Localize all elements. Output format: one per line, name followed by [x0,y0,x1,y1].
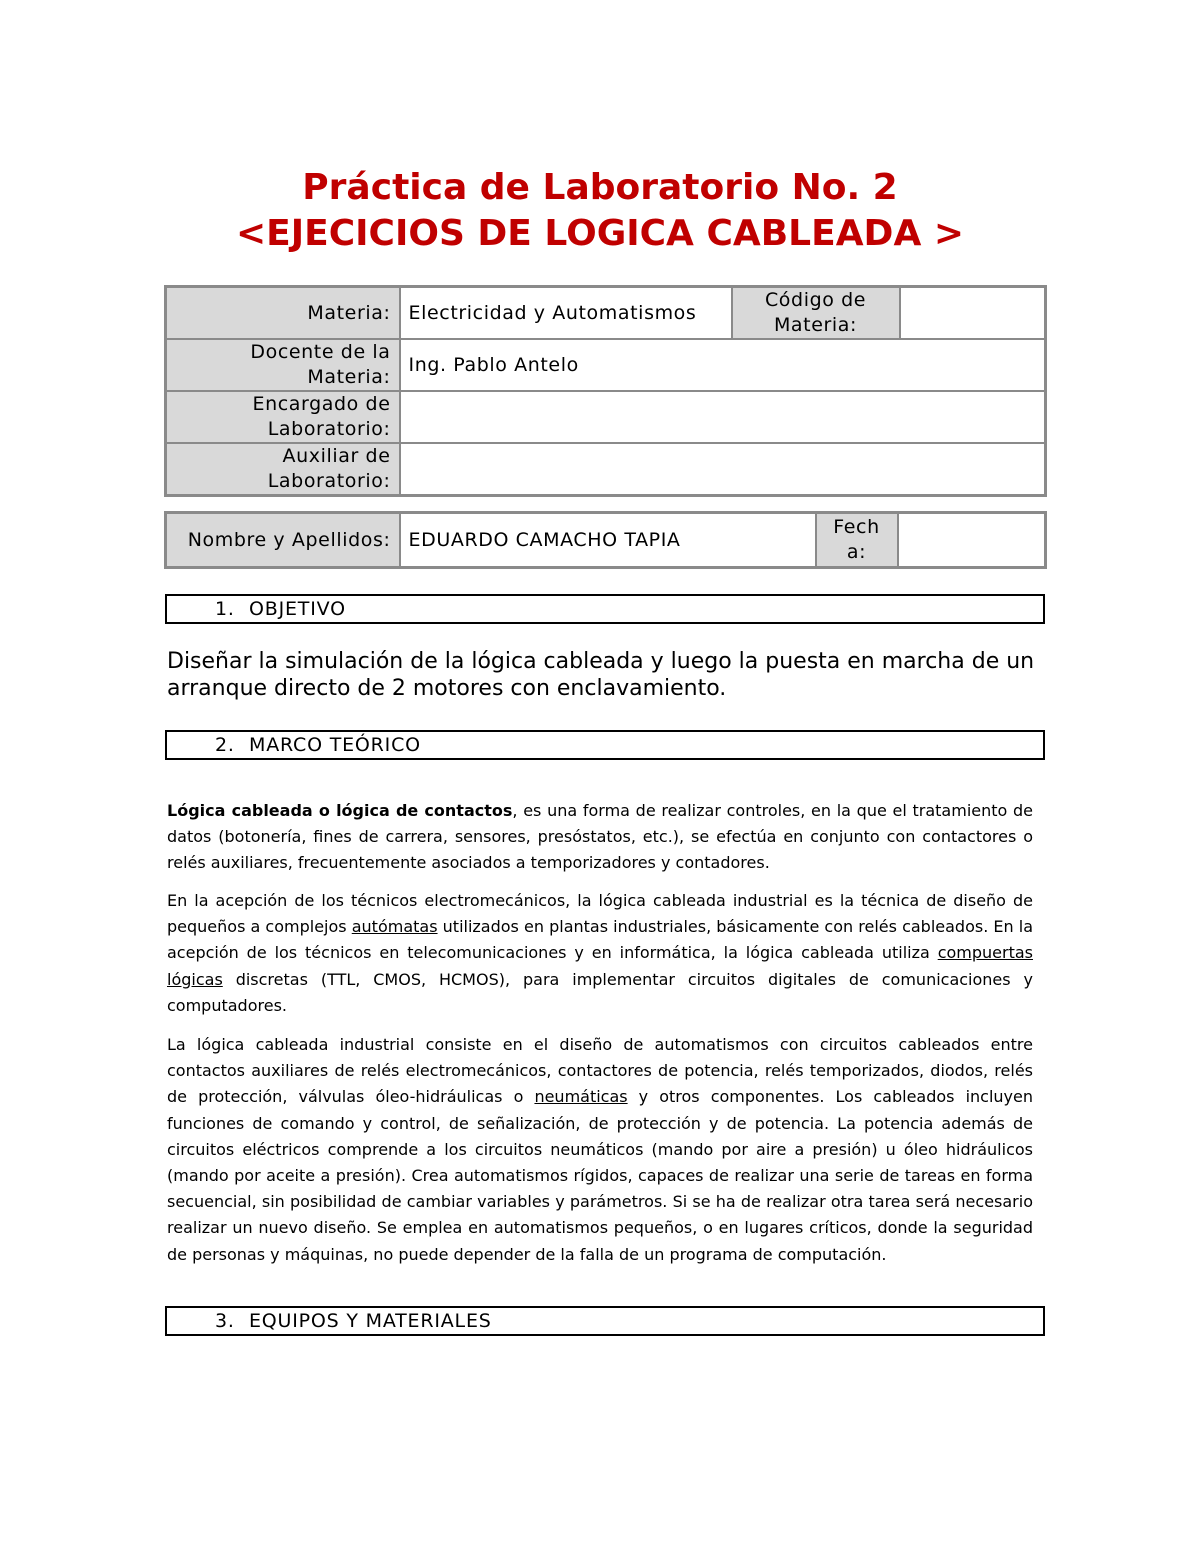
section-title: EQUIPOS Y MATERIALES [249,1310,492,1332]
auxiliar-label: Auxiliar de Laboratorio: [166,443,400,496]
paragraph-text: utilizados en plantas industriales, básicamente con relés cableados. En la acepción de los técnicos en telecomunicaciones y en informática, la lógica cableada utiliza [167,917,1034,963]
section-number: 1. [215,598,235,620]
document-subtitle: <EJECICIOS DE LOGICA CABLEADA > [235,213,964,254]
section-heading-equipos [165,1306,1045,1336]
materia-value: Electricidad y Automatismos [400,287,732,340]
table-row [166,443,1046,496]
link-neumaticas[interactable]: neumáticas [534,1087,628,1107]
table-row [166,391,1046,443]
section-heading-marco-teorico [165,730,1045,760]
paragraph-text: y otros componentes. Los cableados incluyen funciones de comando y control, de señalización, de protección y de potencia. La potencia además de circuitos eléctricos comprende a los circuitos neumáticos (mando por aire a presión) u óleo hidráulicos (mando por aceite a presión). Crea automatismos rígidos, capaces de realizar una serie de tareas en forma secuencial, sin posibilidad de cambiar variables y parámetros. Si se ha de realizar otra tarea será necesario realizar un nuevo diseño. Se emplea en automatismos pequeños, o en lugares críticos, donde la seguridad de personas y máquinas, no puede depender de la falla de un programa de computación. [167,1087,1033,1264]
docente-value: Ing. Pablo Antelo [400,339,1046,391]
student-info-table [164,511,1047,569]
bold-term: Lógica cableada o lógica de contactos [167,801,513,820]
nombre-value: EDUARDO CAMACHO TAPIA [400,513,816,568]
auxiliar-value [400,443,1046,496]
materia-label: Materia: [166,287,400,340]
section-number: 3. [215,1310,235,1332]
section-heading-objetivo [165,594,1045,624]
paragraph-text: , es una forma de realizar controles, en la que el tratamiento de datos (botonería, fines de carrera, sensores, presóstatos, etc.), se efectúa en conjunto con contactores o relés auxiliares, frecuentemente asociados a temporizadores y contadores. [167,801,1034,873]
course-info-table [164,285,1047,497]
encargado-value [400,391,1046,443]
section-title: MARCO TEÓRICO [249,734,421,756]
table-row [166,287,1046,340]
table-row [166,513,1046,568]
paragraph [167,1032,1033,1268]
nombre-label: Nombre y Apellidos: [166,513,400,568]
link-automatas[interactable]: autómatas [351,917,438,937]
paragraph [167,798,1033,877]
paragraph [167,888,1033,1019]
section-title: OBJETIVO [249,598,346,620]
paragraph-text: En la acepción de los técnicos electromecánicos, la lógica cableada industrial es la técnica de diseño de pequeños a complejos [167,891,1033,937]
paragraph-text: La lógica cableada industrial consiste en el diseño de automatismos con circuitos cableados entre contactos auxiliares de relés electromecánicos, contactores de potencia, relés temporizados, diodos, relés de protección, válvulas óleo-hidráulicas o [167,1035,1033,1107]
codigo-label: Código de Materia: [732,287,900,340]
objective-text: Diseñar la simulación de la lógica cableada y luego la puesta en marcha de un arranque directo de 2 motores con enclavamiento. [167,649,1035,701]
fecha-value [898,513,1046,568]
docente-label: Docente de la Materia: [166,339,400,391]
section-number: 2. [215,734,235,756]
link-compuertas-logicas[interactable]: compuertas lógicas [167,943,1033,989]
codigo-value [900,287,1046,340]
table-row [166,339,1046,391]
document-title: Práctica de Laboratorio No. 2 [302,167,898,208]
encargado-label: Encargado de Laboratorio: [166,391,400,443]
fecha-label: Fech a: [816,513,898,568]
paragraph-text: discretas (TTL, CMOS, HCMOS), para implementar circuitos digitales de comunicaciones y computadores. [167,969,1033,1015]
